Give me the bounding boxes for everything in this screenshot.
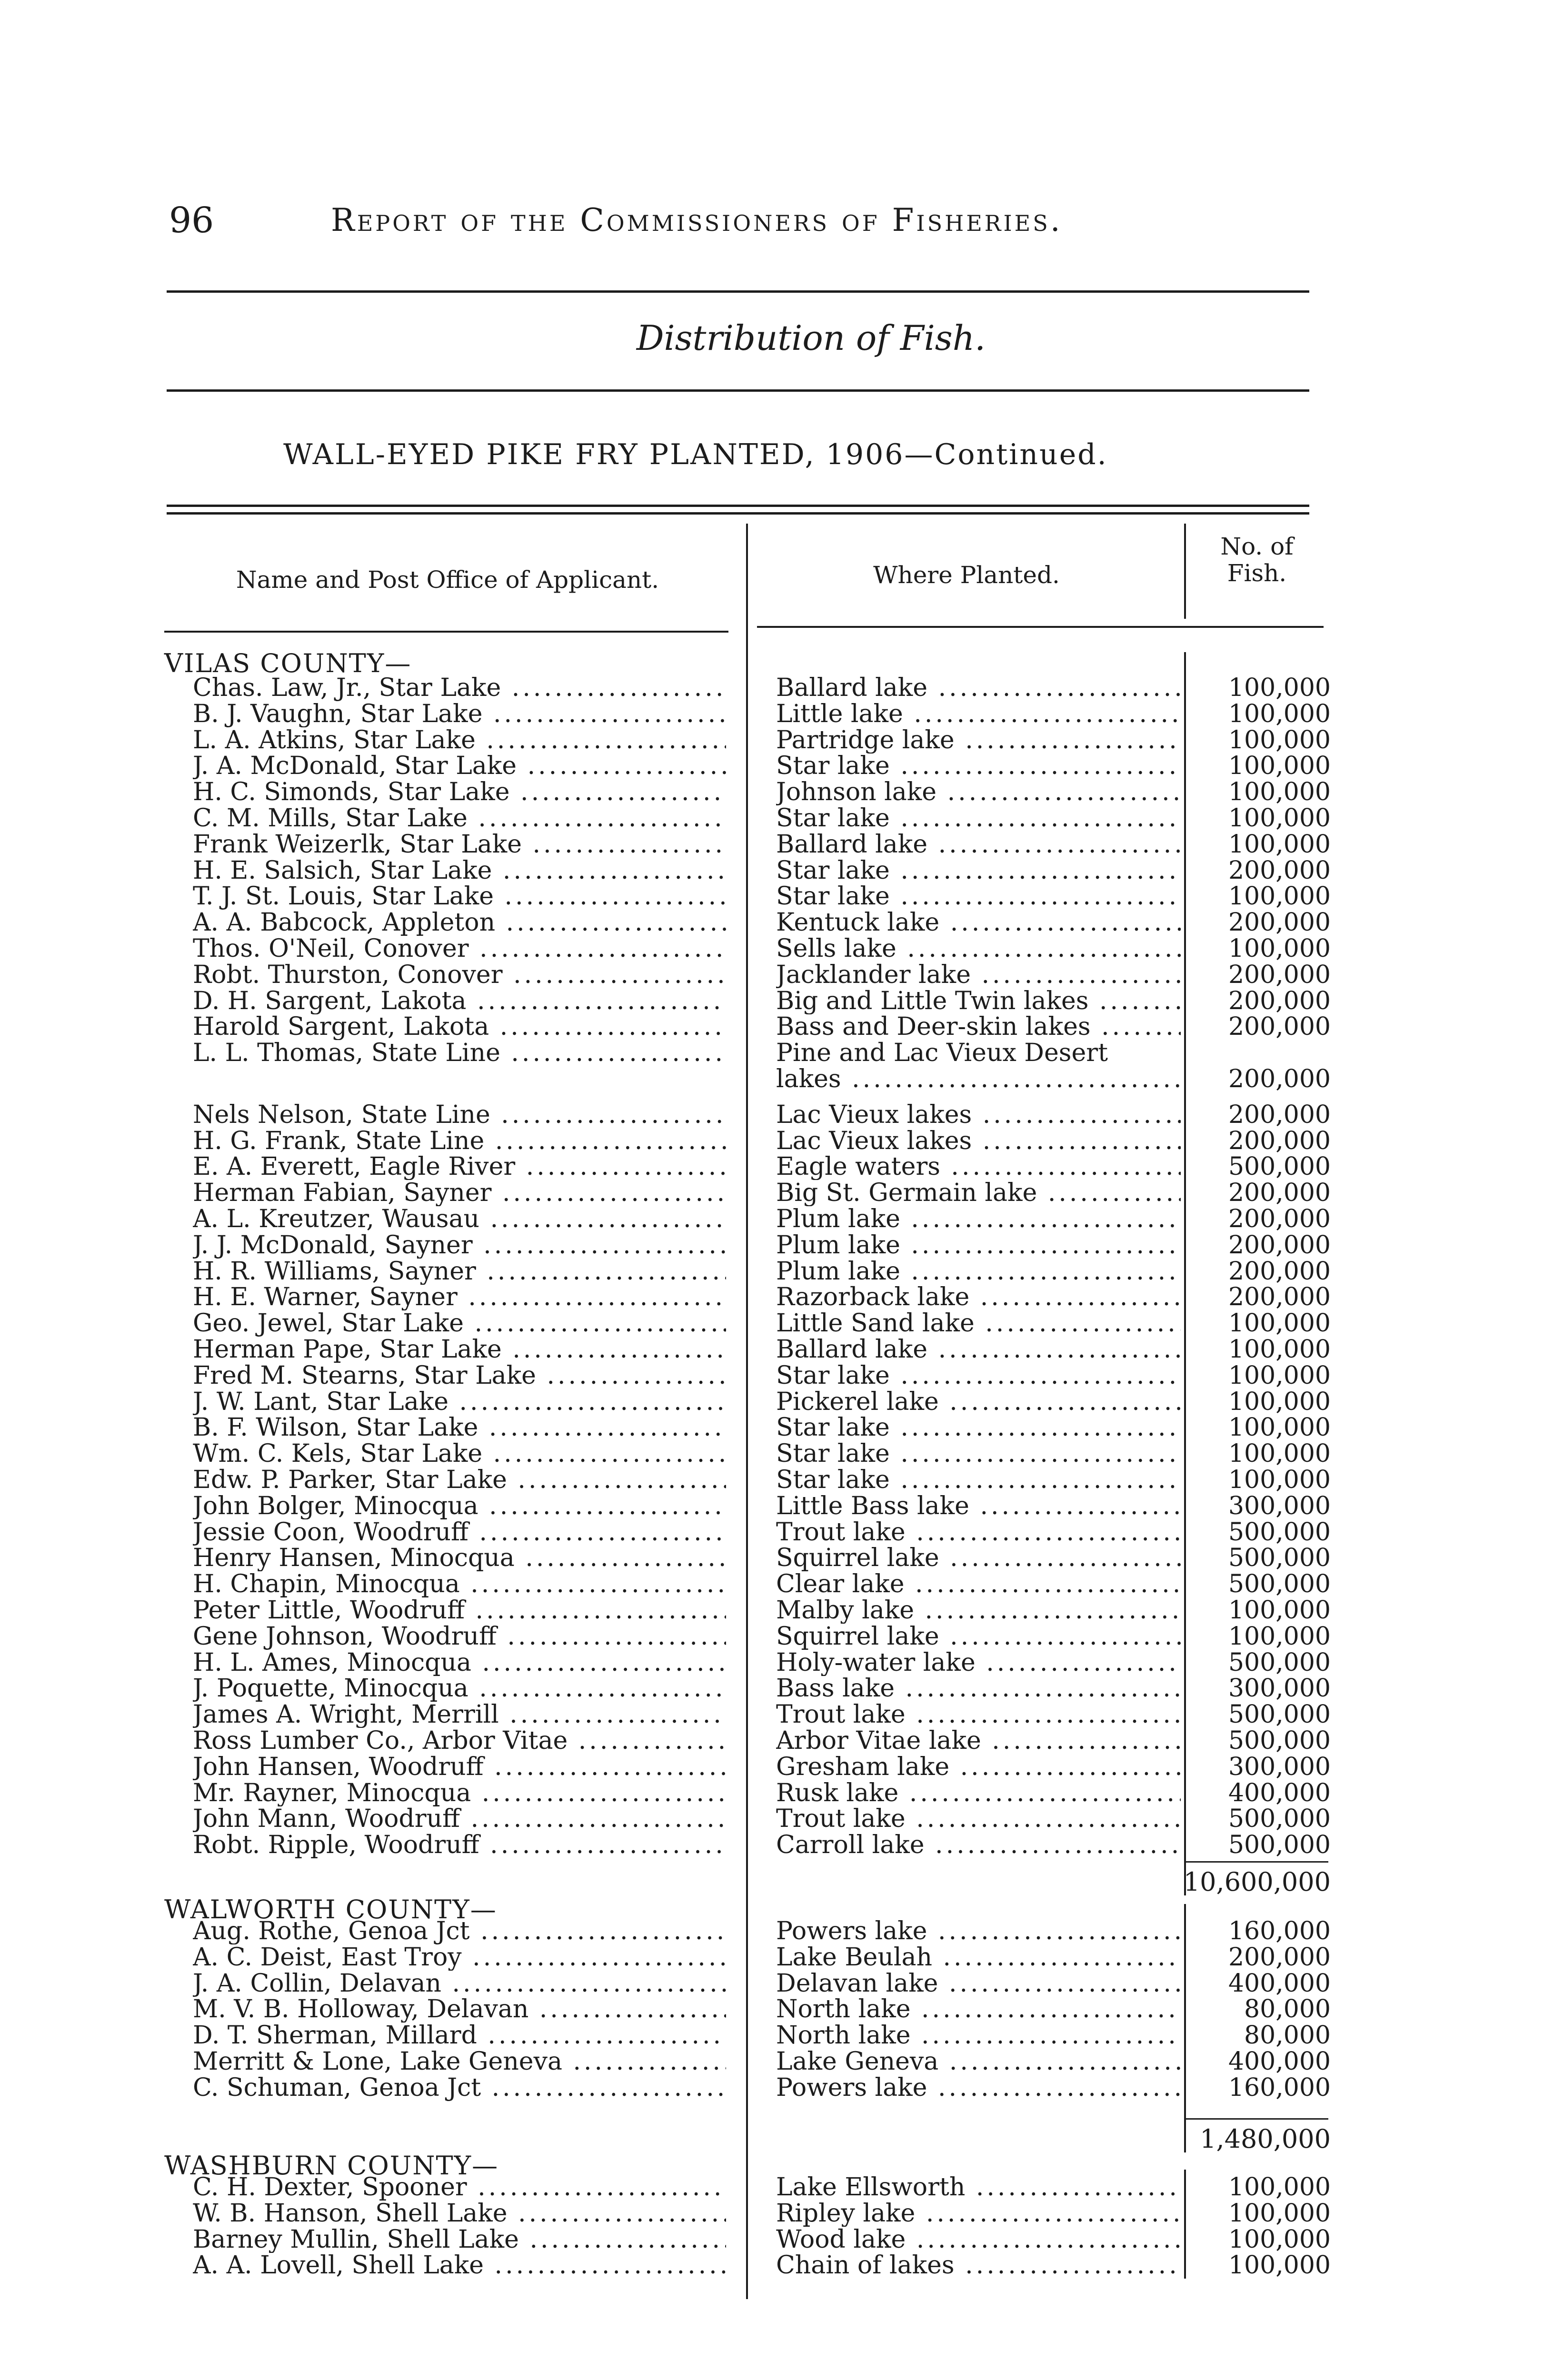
county-total-rule — [1185, 1861, 1328, 1863]
table-row — [0, 1066, 1554, 1092]
applicant-cell: W. B. Hanson, Shell Lake ..... — [193, 2201, 726, 2227]
fish-count-cell: 200,000 — [1228, 1179, 1331, 1207]
table-row — [0, 1832, 1554, 1858]
fish-count-cell: 200,000 — [1228, 1127, 1331, 1155]
applicant-cell: John Hansen, Woodruff ..... — [193, 1754, 726, 1780]
table-row — [0, 2174, 1554, 2201]
county-total: 10,600,000 — [1183, 1867, 1331, 1897]
table-row — [0, 1014, 1554, 1040]
applicant-cell: J. Poquette, Minocqua ..... — [193, 1676, 726, 1702]
where-planted-cell: Lake Beulah ..... — [776, 1944, 1181, 1971]
table-row — [0, 1040, 1554, 1066]
table-row — [0, 1754, 1554, 1780]
applicant-cell: A. L. Kreutzer, Wausau ..... — [193, 1206, 726, 1232]
fish-count-cell: 200,000 — [1228, 1943, 1331, 1972]
table-row — [0, 1389, 1554, 1415]
where-planted-cell: Eagle waters ..... — [776, 1154, 1181, 1180]
where-planted-cell: Malby lake ..... — [776, 1597, 1181, 1624]
fish-count-cell: 100,000 — [1228, 1388, 1331, 1416]
table-row — [0, 2023, 1554, 2049]
fish-count-cell: 100,000 — [1228, 882, 1331, 911]
table-row — [0, 832, 1554, 858]
fish-count-cell: 100,000 — [1228, 700, 1331, 728]
applicant-cell: Thos. O'Neil, Conover ..... — [193, 936, 726, 962]
county-heading: WASHBURN COUNTY— — [164, 2151, 499, 2181]
applicant-cell: J. W. Lant, Star Lake ..... — [193, 1389, 726, 1415]
applicant-cell: Henry Hansen, Minocqua ..... — [193, 1545, 726, 1571]
where-planted-cell: Star lake ..... — [776, 805, 1181, 832]
where-planted-cell: Lake Ellsworth ..... — [776, 2174, 1181, 2201]
table-row — [0, 1676, 1554, 1702]
header-name: Name and Post Office of Applicant. — [236, 566, 659, 594]
table-row — [0, 1728, 1554, 1754]
column-divider-3 — [1184, 2170, 1186, 2279]
where-planted-cell: Carroll lake ..... — [776, 1832, 1181, 1858]
where-planted-cell: Trout lake ..... — [776, 1519, 1181, 1546]
applicant-cell: Nels Nelson, State Line ..... — [193, 1102, 726, 1128]
fish-count-cell: 100,000 — [1228, 2251, 1331, 2280]
fish-count-cell: 100,000 — [1228, 752, 1331, 780]
where-planted-cell: Lac Vieux lakes ..... — [776, 1128, 1181, 1154]
fish-count-cell: 500,000 — [1228, 1152, 1331, 1181]
table-row — [0, 988, 1554, 1014]
where-planted-cell: Ripley lake ..... — [776, 2201, 1181, 2227]
applicant-cell: L. L. Thomas, State Line ..... — [193, 1040, 726, 1066]
fish-count-cell: 160,000 — [1228, 1917, 1331, 1945]
applicant-cell: H. L. Ames, Minocqua ..... — [193, 1650, 726, 1676]
applicant-cell: Fred M. Stearns, Star Lake ..... — [193, 1363, 726, 1389]
table-title: WALL-EYED PIKE FRY PLANTED, 1906—Continued. — [283, 438, 1108, 471]
where-planted-cell: Pickerel lake ..... — [776, 1389, 1181, 1415]
table-row — [0, 675, 1554, 701]
county-total-bracket — [1184, 1904, 1186, 2152]
fish-count-cell: 500,000 — [1228, 1700, 1331, 1729]
applicant-cell: H. R. Williams, Sayner ..... — [193, 1259, 726, 1285]
fish-count-cell: 200,000 — [1228, 1257, 1331, 1286]
table-row — [0, 1206, 1554, 1232]
where-planted-cell: Squirrel lake ..... — [776, 1545, 1181, 1571]
where-planted-cell: Plum lake ..... — [776, 1232, 1181, 1259]
table-row — [0, 701, 1554, 727]
fish-count-cell: 100,000 — [1228, 804, 1331, 833]
fish-count-cell: 100,000 — [1228, 1413, 1331, 1442]
table-row — [0, 1363, 1554, 1389]
where-planted-cell: Holy-water lake ..... — [776, 1650, 1181, 1676]
fish-count-cell: 100,000 — [1228, 2225, 1331, 2254]
fish-count-cell: 100,000 — [1228, 1335, 1331, 1364]
fish-count-cell: 400,000 — [1228, 1969, 1331, 1998]
table-row — [0, 1780, 1554, 1806]
fish-count-cell: 100,000 — [1228, 674, 1331, 702]
table-row — [0, 1467, 1554, 1493]
where-planted-cell: Big and Little Twin lakes ..... — [776, 988, 1181, 1014]
where-planted-cell: Little lake ..... — [776, 701, 1181, 727]
applicant-cell: Merritt & Lone, Lake Geneva ..... — [193, 2049, 726, 2075]
fish-count-cell: 200,000 — [1228, 856, 1331, 885]
fish-count-cell: 100,000 — [1228, 2199, 1331, 2228]
county-total-rule — [1185, 2118, 1328, 2120]
table-row — [0, 753, 1554, 779]
where-planted-cell: Ballard lake ..... — [776, 1337, 1181, 1363]
where-planted-cell: Trout lake ..... — [776, 1702, 1181, 1728]
table-row — [0, 1918, 1554, 1944]
applicant-cell: Herman Pape, Star Lake ..... — [193, 1337, 726, 1363]
fish-count-cell: 300,000 — [1228, 1674, 1331, 1703]
fish-count-cell: 200,000 — [1228, 1231, 1331, 1259]
applicant-cell: D. H. Sargent, Lakota ..... — [193, 988, 726, 1014]
applicant-cell: C. M. Mills, Star Lake ..... — [193, 805, 726, 832]
where-planted-cell: Star lake ..... — [776, 753, 1181, 779]
fish-count-cell: 200,000 — [1228, 1012, 1331, 1041]
where-planted-cell: Lac Vieux lakes ..... — [776, 1102, 1181, 1128]
table-row — [0, 1519, 1554, 1546]
where-planted-cell: Little Bass lake ..... — [776, 1493, 1181, 1519]
county-heading: WALWORTH COUNTY— — [164, 1894, 497, 1924]
fish-count-cell: 300,000 — [1228, 1753, 1331, 1781]
applicant-cell: Wm. C. Kels, Star Lake ..... — [193, 1441, 726, 1467]
where-planted-cell: Star lake ..... — [776, 1415, 1181, 1441]
fish-count-cell: 200,000 — [1228, 1283, 1331, 1311]
where-planted-cell: Powers lake ..... — [776, 2075, 1181, 2101]
fish-count-cell: 400,000 — [1228, 1779, 1331, 1807]
applicant-cell: B. F. Wilson, Star Lake ..... — [193, 1415, 726, 1441]
applicant-cell: Harold Sargent, Lakota ..... — [193, 1014, 726, 1040]
where-planted-cell: Star lake ..... — [776, 1441, 1181, 1467]
applicant-cell: H. E. Salsich, Star Lake ..... — [193, 858, 726, 884]
where-planted-cell: Ballard lake ..... — [776, 675, 1181, 701]
fish-count-cell: 200,000 — [1228, 1101, 1331, 1129]
header-place: Where Planted. — [873, 561, 1060, 589]
applicant-cell: H. Chapin, Minocqua ..... — [193, 1571, 726, 1597]
table-row — [0, 1493, 1554, 1519]
fish-count-cell: 500,000 — [1228, 1544, 1331, 1572]
table-row — [0, 2201, 1554, 2227]
fish-count-cell: 500,000 — [1228, 1805, 1331, 1833]
where-planted-cell: Plum lake ..... — [776, 1259, 1181, 1285]
header-underline-right — [757, 626, 1324, 628]
where-planted-cell: Gresham lake ..... — [776, 1754, 1181, 1780]
table-row — [0, 1597, 1554, 1624]
applicant-cell: L. A. Atkins, Star Lake ..... — [193, 727, 726, 754]
applicant-cell: A. A. Lovell, Shell Lake ..... — [193, 2252, 726, 2279]
table-row — [0, 1996, 1554, 2023]
fish-count-cell: 500,000 — [1228, 1570, 1331, 1598]
fish-count-cell: 100,000 — [1228, 934, 1331, 963]
table-row — [0, 1571, 1554, 1597]
applicant-cell: Peter Little, Woodruff ..... — [193, 1597, 726, 1624]
where-planted-cell: North lake ..... — [776, 1996, 1181, 2023]
applicant-cell: A. A. Babcock, Appleton ..... — [193, 910, 726, 936]
fish-count-cell: 80,000 — [1244, 2021, 1331, 2050]
where-planted-cell: Bass and Deer-skin lakes ..... — [776, 1014, 1181, 1040]
where-planted-cell: Powers lake ..... — [776, 1918, 1181, 1944]
where-planted-cell: Ballard lake ..... — [776, 832, 1181, 858]
table-row — [0, 1441, 1554, 1467]
page-number: 96 — [169, 200, 214, 241]
fish-count-cell: 100,000 — [1228, 2173, 1331, 2202]
header-fish: No. of Fish. — [1220, 533, 1294, 587]
table-row — [0, 2227, 1554, 2253]
table-row — [0, 1806, 1554, 1832]
where-planted-cell: Sells lake ..... — [776, 936, 1181, 962]
fish-count-cell: 160,000 — [1228, 2073, 1331, 2102]
fish-count-cell: 500,000 — [1228, 1726, 1331, 1755]
applicant-cell: D. T. Sherman, Millard ..... — [193, 2023, 726, 2049]
rule-mid — [167, 389, 1309, 392]
fish-count-cell: 500,000 — [1228, 1831, 1331, 1859]
where-planted-cell: Delavan lake ..... — [776, 1971, 1181, 1997]
applicant-cell: J. J. McDonald, Sayner ..... — [193, 1232, 726, 1259]
county-total: 1,480,000 — [1200, 2124, 1331, 2154]
where-planted-cell: Star lake ..... — [776, 883, 1181, 910]
fish-count-cell: 400,000 — [1228, 2047, 1331, 2076]
rule-top — [167, 290, 1309, 293]
fish-count-cell: 200,000 — [1228, 961, 1331, 989]
table-row — [0, 1415, 1554, 1441]
applicant-cell: Robt. Ripple, Woodruff ..... — [193, 1832, 726, 1858]
table-row — [0, 1650, 1554, 1676]
applicant-cell: Herman Fabian, Sayner ..... — [193, 1180, 726, 1206]
where-planted-cell: Jacklander lake ..... — [776, 962, 1181, 988]
fish-count-cell: 100,000 — [1228, 1596, 1331, 1625]
fish-count-cell: 500,000 — [1228, 1518, 1331, 1547]
table-row — [0, 2049, 1554, 2075]
where-planted-cell: lakes ..... — [776, 1066, 1181, 1092]
where-planted-cell: Razorback lake ..... — [776, 1284, 1181, 1310]
where-planted-cell: Bass lake ..... — [776, 1676, 1181, 1702]
table-row — [0, 936, 1554, 962]
where-planted-cell: Arbor Vitae lake ..... — [776, 1728, 1181, 1754]
applicant-cell: J. A. McDonald, Star Lake ..... — [193, 753, 726, 779]
where-planted-cell: Big St. Germain lake ..... — [776, 1180, 1181, 1206]
table-row — [0, 1128, 1554, 1154]
applicant-cell: Ross Lumber Co., Arbor Vitae ..... — [193, 1728, 726, 1754]
table-row — [0, 2252, 1554, 2279]
column-divider-2 — [1184, 524, 1186, 619]
fish-count-cell: 500,000 — [1228, 1648, 1331, 1677]
where-planted-cell: Trout lake ..... — [776, 1806, 1181, 1832]
table-row — [0, 1102, 1554, 1128]
applicant-cell: Aug. Rothe, Genoa Jct ..... — [193, 1918, 726, 1944]
applicant-cell: Robt. Thurston, Conover ..... — [193, 962, 726, 988]
where-planted-cell: Wood lake ..... — [776, 2227, 1181, 2253]
applicant-cell: Geo. Jewel, Star Lake ..... — [193, 1310, 726, 1337]
table-row — [0, 883, 1554, 910]
fish-count-cell: 300,000 — [1228, 1492, 1331, 1520]
applicant-cell: John Bolger, Minocqua ..... — [193, 1493, 726, 1519]
applicant-cell: John Mann, Woodruff ..... — [193, 1806, 726, 1832]
applicant-cell: C. Schuman, Genoa Jct ..... — [193, 2075, 726, 2101]
where-planted-cell: Rusk lake ..... — [776, 1780, 1181, 1806]
where-planted-cell: Johnson lake ..... — [776, 779, 1181, 805]
fish-count-cell: 80,000 — [1244, 1995, 1331, 2023]
table-row — [0, 1232, 1554, 1259]
applicant-cell: C. H. Dexter, Spooner ..... — [193, 2174, 726, 2201]
applicant-cell: Mr. Rayner, Minocqua ..... — [193, 1780, 726, 1806]
fish-count-cell: 100,000 — [1228, 1466, 1331, 1494]
fish-count-cell: 100,000 — [1228, 1361, 1331, 1390]
where-planted-cell: Chain of lakes ..... — [776, 2252, 1181, 2279]
where-planted-cell: Little Sand lake ..... — [776, 1310, 1181, 1337]
fish-count-cell: 100,000 — [1228, 830, 1331, 859]
where-planted-cell: Plum lake ..... — [776, 1206, 1181, 1232]
where-planted-cell: Partridge lake ..... — [776, 727, 1181, 754]
applicant-cell: James A. Wright, Merrill ..... — [193, 1702, 726, 1728]
applicant-cell: Gene Johnson, Woodruff ..... — [193, 1624, 726, 1650]
applicant-cell: H. E. Warner, Sayner ..... — [193, 1284, 726, 1310]
table-row — [0, 1944, 1554, 1971]
fish-count-cell: 200,000 — [1228, 1205, 1331, 1233]
rule-table-top-2 — [167, 512, 1309, 515]
applicant-cell: Frank Weizerlk, Star Lake ..... — [193, 832, 726, 858]
applicant-cell: Barney Mullin, Shell Lake ..... — [193, 2227, 726, 2253]
section-title: Distribution of Fish. — [636, 318, 986, 358]
rule-table-top — [167, 505, 1309, 507]
applicant-cell: Chas. Law, Jr., Star Lake ..... — [193, 675, 726, 701]
table-row — [0, 910, 1554, 936]
table-row — [0, 858, 1554, 884]
applicant-cell: J. A. Collin, Delavan ..... — [193, 1971, 726, 1997]
where-planted-cell: Pine and Lac Vieux Desert — [776, 1040, 1108, 1066]
where-planted-cell: Star lake ..... — [776, 1467, 1181, 1493]
applicant-cell: M. V. B. Holloway, Delavan ..... — [193, 1996, 726, 2023]
applicant-cell: Jessie Coon, Woodruff ..... — [193, 1519, 726, 1546]
table-row — [0, 1259, 1554, 1285]
table-row — [0, 1702, 1554, 1728]
where-planted-cell: Star lake ..... — [776, 1363, 1181, 1389]
running-head: Report of the Commissioners of Fisheries. — [331, 202, 1063, 238]
applicant-cell: H. C. Simonds, Star Lake ..... — [193, 779, 726, 805]
where-planted-cell: Kentuck lake ..... — [776, 910, 1181, 936]
table-row — [0, 1337, 1554, 1363]
fish-count-cell: 200,000 — [1228, 908, 1331, 937]
fish-count-cell: 200,000 — [1228, 987, 1331, 1015]
fish-count-cell: 100,000 — [1228, 1439, 1331, 1468]
where-planted-cell: North lake ..... — [776, 2023, 1181, 2049]
fish-count-cell: 100,000 — [1228, 778, 1331, 806]
applicant-cell: H. G. Frank, State Line ..... — [193, 1128, 726, 1154]
table-row — [0, 779, 1554, 805]
fish-count-cell: 200,000 — [1228, 1065, 1331, 1093]
where-planted-cell: Lake Geneva ..... — [776, 2049, 1181, 2075]
county-heading: VILAS COUNTY— — [164, 648, 412, 678]
table-row — [0, 1284, 1554, 1310]
header-underline-left — [164, 631, 728, 633]
where-planted-cell: Squirrel lake ..... — [776, 1624, 1181, 1650]
table-row — [0, 2075, 1554, 2101]
column-divider-fish — [1184, 652, 1186, 1861]
table-row — [0, 1310, 1554, 1337]
table-row — [0, 1624, 1554, 1650]
fish-count-cell: 100,000 — [1228, 726, 1331, 754]
table-row — [0, 727, 1554, 754]
table-row — [0, 1971, 1554, 1997]
applicant-cell: E. A. Everett, Eagle River ..... — [193, 1154, 726, 1180]
applicant-cell: A. C. Deist, East Troy ..... — [193, 1944, 726, 1971]
table-row — [0, 1154, 1554, 1180]
applicant-cell: Edw. P. Parker, Star Lake ..... — [193, 1467, 726, 1493]
table-row — [0, 805, 1554, 832]
applicant-cell: B. J. Vaughn, Star Lake ..... — [193, 701, 726, 727]
table-row — [0, 1545, 1554, 1571]
where-planted-cell: Clear lake ..... — [776, 1571, 1181, 1597]
where-planted-cell: Star lake ..... — [776, 858, 1181, 884]
applicant-cell: T. J. St. Louis, Star Lake ..... — [193, 883, 726, 910]
table-row — [0, 962, 1554, 988]
fish-count-cell: 100,000 — [1228, 1622, 1331, 1651]
table-row — [0, 1180, 1554, 1206]
fish-count-cell: 100,000 — [1228, 1309, 1331, 1338]
